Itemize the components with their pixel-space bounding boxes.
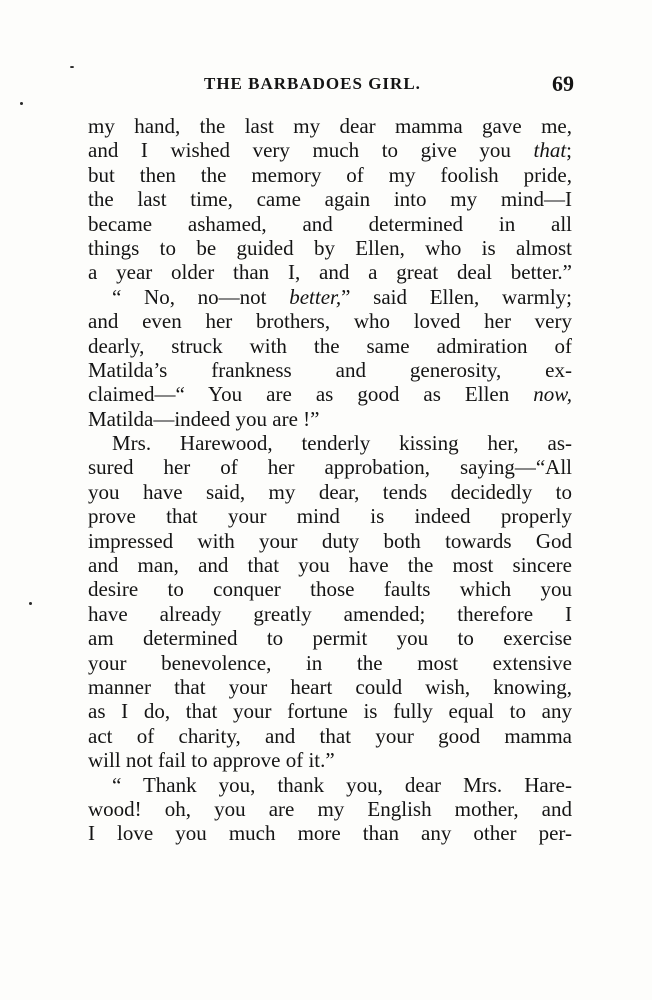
text-line: became ashamed, and determined in all [88,211,572,236]
text-line: a year older than I, and a great deal better.” [88,260,572,285]
text-line: Matilda—indeed you are !” [88,406,320,431]
text-line: desire to conquer those faults which you [88,577,572,602]
text-line: dearly, struck with the same admiration of [88,333,572,358]
ink-speck [20,102,23,105]
emphasis-text: that [533,138,567,163]
running-title: THE BARBADOES GIRL. [204,74,421,93]
text-line: as I do, that your fortune is fully equal to any [88,699,572,724]
text-line: my hand, the last my dear mamma gave me, [88,114,572,138]
emphasis-text: now, [533,382,572,407]
page-header [88,71,576,100]
emphasis-text: better, [289,284,342,309]
text-line: you have said, my dear, tends decidedly to [88,479,572,504]
text-line: but then the memory of my foolish pride, [88,162,572,187]
text-line: and I wished very much to give you that; [88,138,572,163]
text-line: Mrs. Harewood, tenderly kissing her, as- [112,431,572,456]
ink-speck [29,602,32,605]
text-line: and man, and that you have the most sincere [88,553,572,578]
text-line: will not fail to approve of it.” [88,748,335,773]
text-line: I love you much more than any other per- [88,821,572,846]
text-line: your benevolence, in the most extensive [88,650,572,675]
text-line: sured her of her approbation, saying—“All [88,455,572,480]
text-line: things to be guided by Ellen, who is almost [88,235,572,260]
ink-speck [70,66,74,68]
body-text [88,114,572,846]
text-line: act of charity, and that your good mamma [88,723,572,748]
text-line: “ No, no—not better,” said Ellen, warmly; [112,284,572,309]
text-line: claimed—“ You are as good as Ellen now, [88,382,572,407]
text-line: impressed with your duty both towards God [88,528,572,553]
text-line: wood! oh, you are my English mother, and [88,796,572,821]
text-line: “ Thank you, thank you, dear Mrs. Hare- [112,772,572,797]
text-line: am determined to permit you to exercise [88,626,572,651]
text-line: have already greatly amended; therefore I [88,601,572,626]
text-line: Matilda’s frankness and generosity, ex- [88,357,572,382]
text-line: and even her brothers, who loved her very [88,309,572,334]
text-line: the last time, came again into my mind—I [88,187,572,212]
text-line: manner that your heart could wish, knowing, [88,674,572,699]
text-line: prove that your mind is indeed properly [88,504,572,529]
page-number: 69 [552,71,574,96]
